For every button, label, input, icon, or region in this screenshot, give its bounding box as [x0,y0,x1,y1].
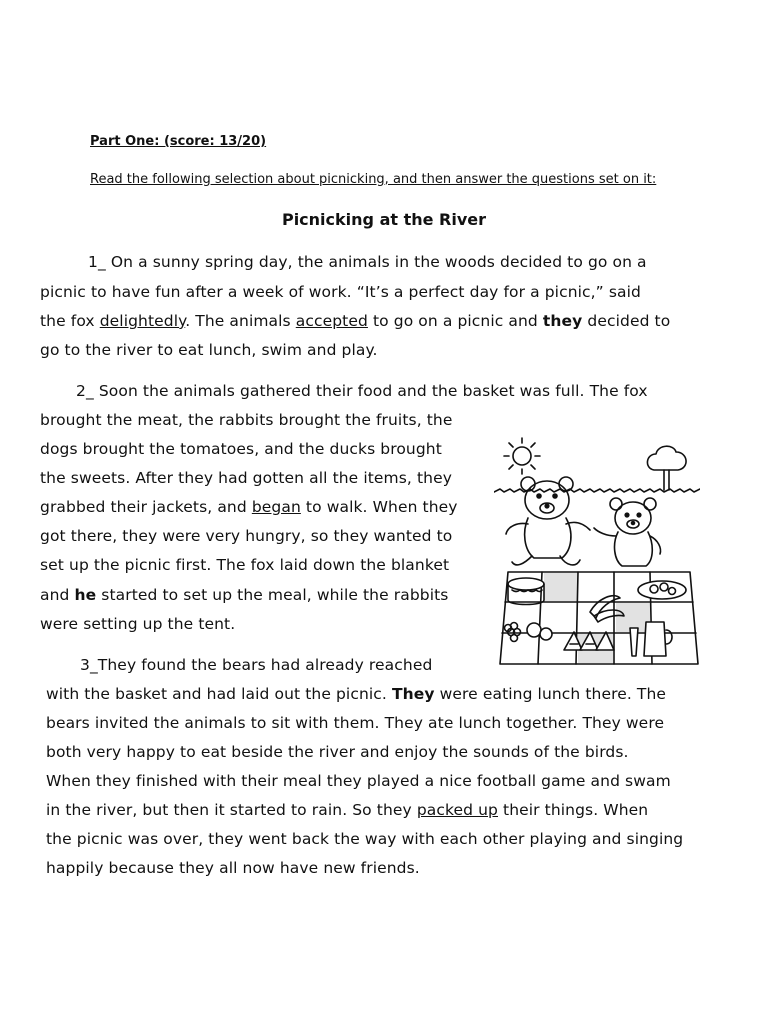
text-segment: were eating lunch there. The [434,685,667,703]
part-score-label: Part One: (score: 13/20) [90,134,267,149]
small-bear-icon [594,498,661,566]
text-segment: in the river, but then it started to rain. So they [46,801,417,819]
story-line [40,614,235,634]
text-segment: their things. When [498,801,649,819]
text-segment: to walk. When they [300,498,458,516]
text-segment: were setting up the tent. [40,615,236,633]
story-line [88,252,647,272]
text-segment: set up the picnic first. The fox laid down the blanket [40,556,450,574]
story-line [76,381,648,401]
story-line [40,340,378,360]
story-line [40,585,448,605]
story-line [46,800,648,820]
text-segment: to go on a picnic and [367,312,543,330]
text-segment: happily because they all now have new friends. [46,859,420,877]
instructions-text: Read the following selection about picnicking, and then answer the questions set on it: [90,172,657,187]
text-segment: When they finished with their meal they played a nice football game and swam [46,772,671,790]
underlined-word: began [251,498,301,516]
text-segment: the fox [40,312,100,330]
sandwich-icon [564,632,614,650]
story-line [40,311,670,331]
fruit-bowl-icon [505,623,553,642]
story-line [46,771,671,791]
story-line [40,555,449,575]
bears-picnic-illustration [494,432,700,672]
underlined-word: delightedly [99,312,186,330]
text-segment: brought the meat, the rabbits brought the fruits, the [40,411,453,429]
bold-word: they [542,312,583,330]
story-line [46,858,420,878]
story-line [40,282,641,302]
text-segment: with the basket and had laid out the picnic. [46,685,392,703]
text-segment: got there, they were very hungry, so they wanted to [40,527,453,545]
text-segment: 3_They found the bears had already reached [80,656,433,674]
sun-icon [504,438,540,474]
bold-word: he [74,586,97,604]
text-segment: the sweets. After they had gotten all the items, they [40,469,452,487]
story-line [46,742,629,762]
text-segment: both very happy to eat beside the river and enjoy the sounds of the birds. [46,743,629,761]
text-segment: decided to [582,312,671,330]
underlined-word: packed up [416,801,498,819]
tree-icon [647,446,686,490]
story-line [40,526,452,546]
text-segment: dogs brought the tomatoes, and the ducks brought [40,440,442,458]
text-segment: grabbed their jackets, and [40,498,252,516]
story-line [40,468,452,488]
story-line [40,497,458,517]
text-segment: the picnic was over, they went back the way with each other playing and singing [46,830,684,848]
cake-icon [508,578,544,605]
text-segment: 2_ Soon the animals gathered their food and the basket was full. The fox [76,382,648,400]
bold-word: They [391,685,435,703]
underlined-word: accepted [295,312,368,330]
text-segment: . The animals [185,312,296,330]
text-segment: started to set up the meal, while the rabbits [96,586,449,604]
story-line [46,829,683,849]
cookie-plate-icon [638,581,686,599]
story-line [40,439,442,459]
story-line [46,713,664,733]
story-line [80,655,432,675]
text-segment: 1_ On a sunny spring day, the animals in the woods decided to go on a [88,253,647,271]
text-segment: go to the river to eat lunch, swim and play. [40,341,378,359]
story-title: Picnicking at the River [281,210,487,229]
story-line [40,410,453,430]
story-line [46,684,666,704]
text-segment: and [40,586,75,604]
text-segment: picnic to have fun after a week of work. “It’s a perfect day for a picnic,” said [40,283,641,301]
text-segment: bears invited the animals to sit with them. They ate lunch together. They were [46,714,665,732]
